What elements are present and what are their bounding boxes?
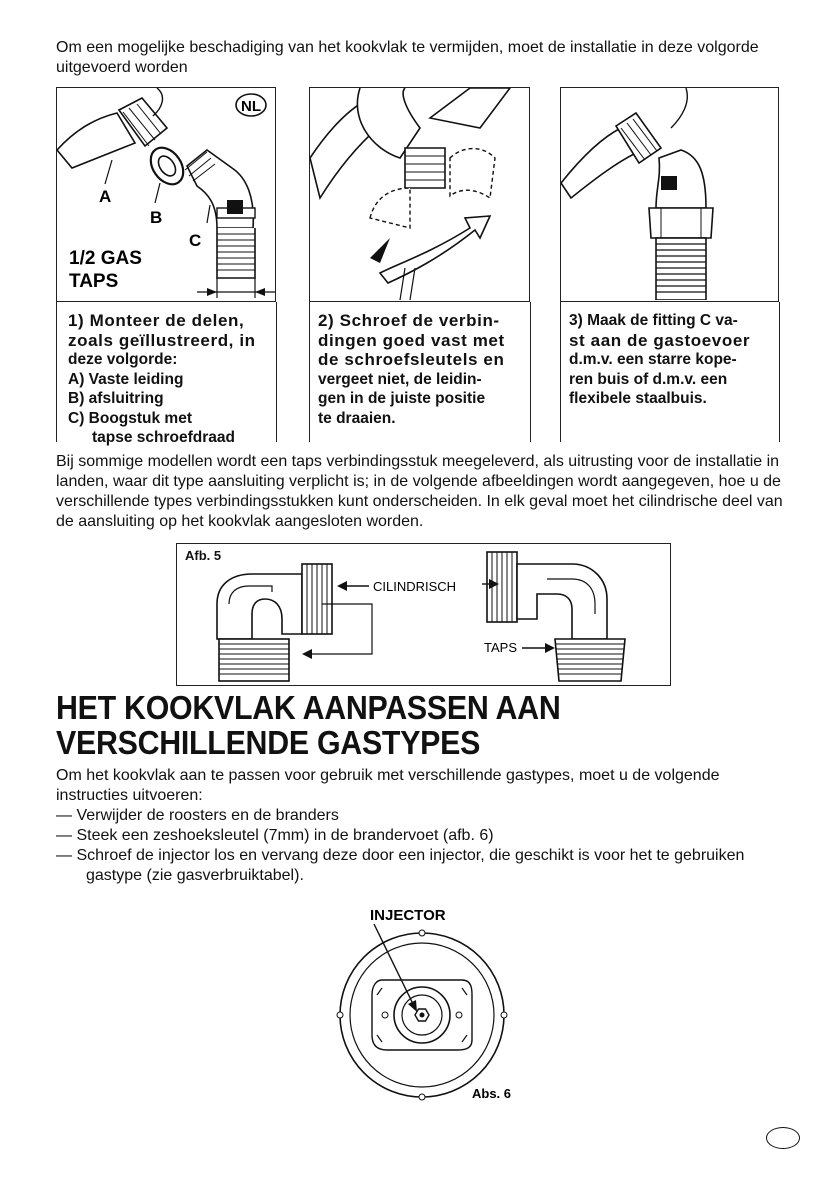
instruction-text: — Verwijder de roosters en de branders — [56, 807, 339, 824]
step-1-caption — [68, 311, 273, 448]
step-2-line: dingen goed vast met — [318, 330, 505, 350]
panel-gas-supply — [560, 87, 779, 302]
step-2-line: gen in de juiste positie — [318, 390, 486, 407]
column-divider — [309, 302, 310, 442]
instruction-item — [56, 826, 786, 846]
step-1-line: zoals geïllustreerd, in — [68, 330, 256, 350]
step-2-line: 2) Schroef de verbin- — [318, 311, 500, 330]
step-3-line: st aan de gastoevoer — [569, 330, 751, 350]
step-3-caption — [569, 311, 775, 409]
column-divider — [560, 302, 561, 442]
label-c: C — [189, 231, 202, 250]
instruction-item — [56, 806, 786, 826]
figure-burner — [322, 900, 542, 1105]
fig6-caption: Abs. 6 — [472, 1086, 512, 1101]
instruction-text: — Steek een zeshoeksleutel (7mm) in de brandervoet (afb. 6) — [56, 827, 494, 844]
taps-label: TAPS — [484, 640, 517, 655]
step-2-line: vergeet niet, de leidin- — [318, 370, 482, 388]
cilindrisch-label: CILINDRISCH — [373, 579, 457, 594]
step-3-line: flexibele staalbuis. — [569, 390, 707, 407]
burner-illustration — [322, 900, 542, 1105]
instruction-text: — Schroef de injector los en vervang deze door een injector, die geschikt is voor het te gebruiken gastype (zie gasverbruiktabel). — [56, 847, 745, 884]
step-2-line: de schroefsleutels en — [318, 350, 505, 369]
column-divider — [276, 302, 277, 442]
afb5-label: Afb. 5 — [185, 548, 222, 563]
step-2-caption — [318, 311, 524, 428]
step-1-item: C) Boogstuk met — [68, 409, 192, 427]
step-1-line: 1) Monteer de delen, — [68, 311, 245, 330]
connector-info-paragraph: Bij sommige modellen wordt een taps verbindingsstuk meegeleverd, als uitrusting voor de installatie in landen, waar dit type aansluiting verplicht is; in de volgende afbeeldingen wordt aangegeven, hoe u de verschillende types verbindingsstukken kunt onderscheiden. In elk geval moet het cilindrische deel van de aansluiting op het kookvlak aangesloten worden. — [56, 453, 783, 530]
section-heading: HET KOOKVLAK AANPASSEN AAN VERSCHILLENDE GASTYPES — [56, 689, 561, 761]
gas-size-label: 1/2 GAS — [69, 248, 142, 269]
step-3-line: 3) Maak de fitting C va- — [569, 312, 738, 329]
step-3-line: d.m.v. een starre kope- — [569, 351, 737, 368]
step-2-line: te draaien. — [318, 409, 396, 427]
label-b: B — [150, 208, 163, 227]
page-marker-oval — [766, 1127, 800, 1149]
nl-badge: NL — [241, 98, 261, 115]
step-1-item: B) afsluitring — [68, 390, 164, 407]
gas-supply-illustration — [561, 88, 778, 300]
taps-label: TAPS — [69, 271, 119, 292]
figure-afb5 — [176, 543, 671, 686]
injector-label: INJECTOR — [370, 907, 446, 924]
wrench-illustration — [310, 88, 529, 300]
panel-tighten — [309, 87, 530, 302]
fitting-parts-illustration — [57, 88, 275, 300]
connector-types-illustration — [177, 544, 669, 684]
step-3-line: ren buis of d.m.v. een — [569, 370, 728, 388]
step-1-item: tapse schroefdraad — [92, 429, 235, 446]
step-1-line: deze volgorde: — [68, 351, 178, 368]
label-a: A — [99, 187, 112, 206]
column-divider — [779, 302, 780, 442]
intro-text: Om een mogelijke beschadiging van het kookvlak te vermijden, moet de installatie in deze volgorde uitgevoerd worden — [56, 39, 759, 76]
column-divider — [530, 302, 531, 442]
gas-conversion-intro: Om het kookvlak aan te passen voor gebruik met verschillende gastypes, moet u de volgende instructies uitvoeren: — [56, 767, 720, 804]
instruction-item — [56, 846, 786, 886]
step-1-item: A) Vaste leiding — [68, 370, 184, 388]
panel-fitting-parts — [56, 87, 276, 302]
column-divider — [56, 302, 57, 442]
